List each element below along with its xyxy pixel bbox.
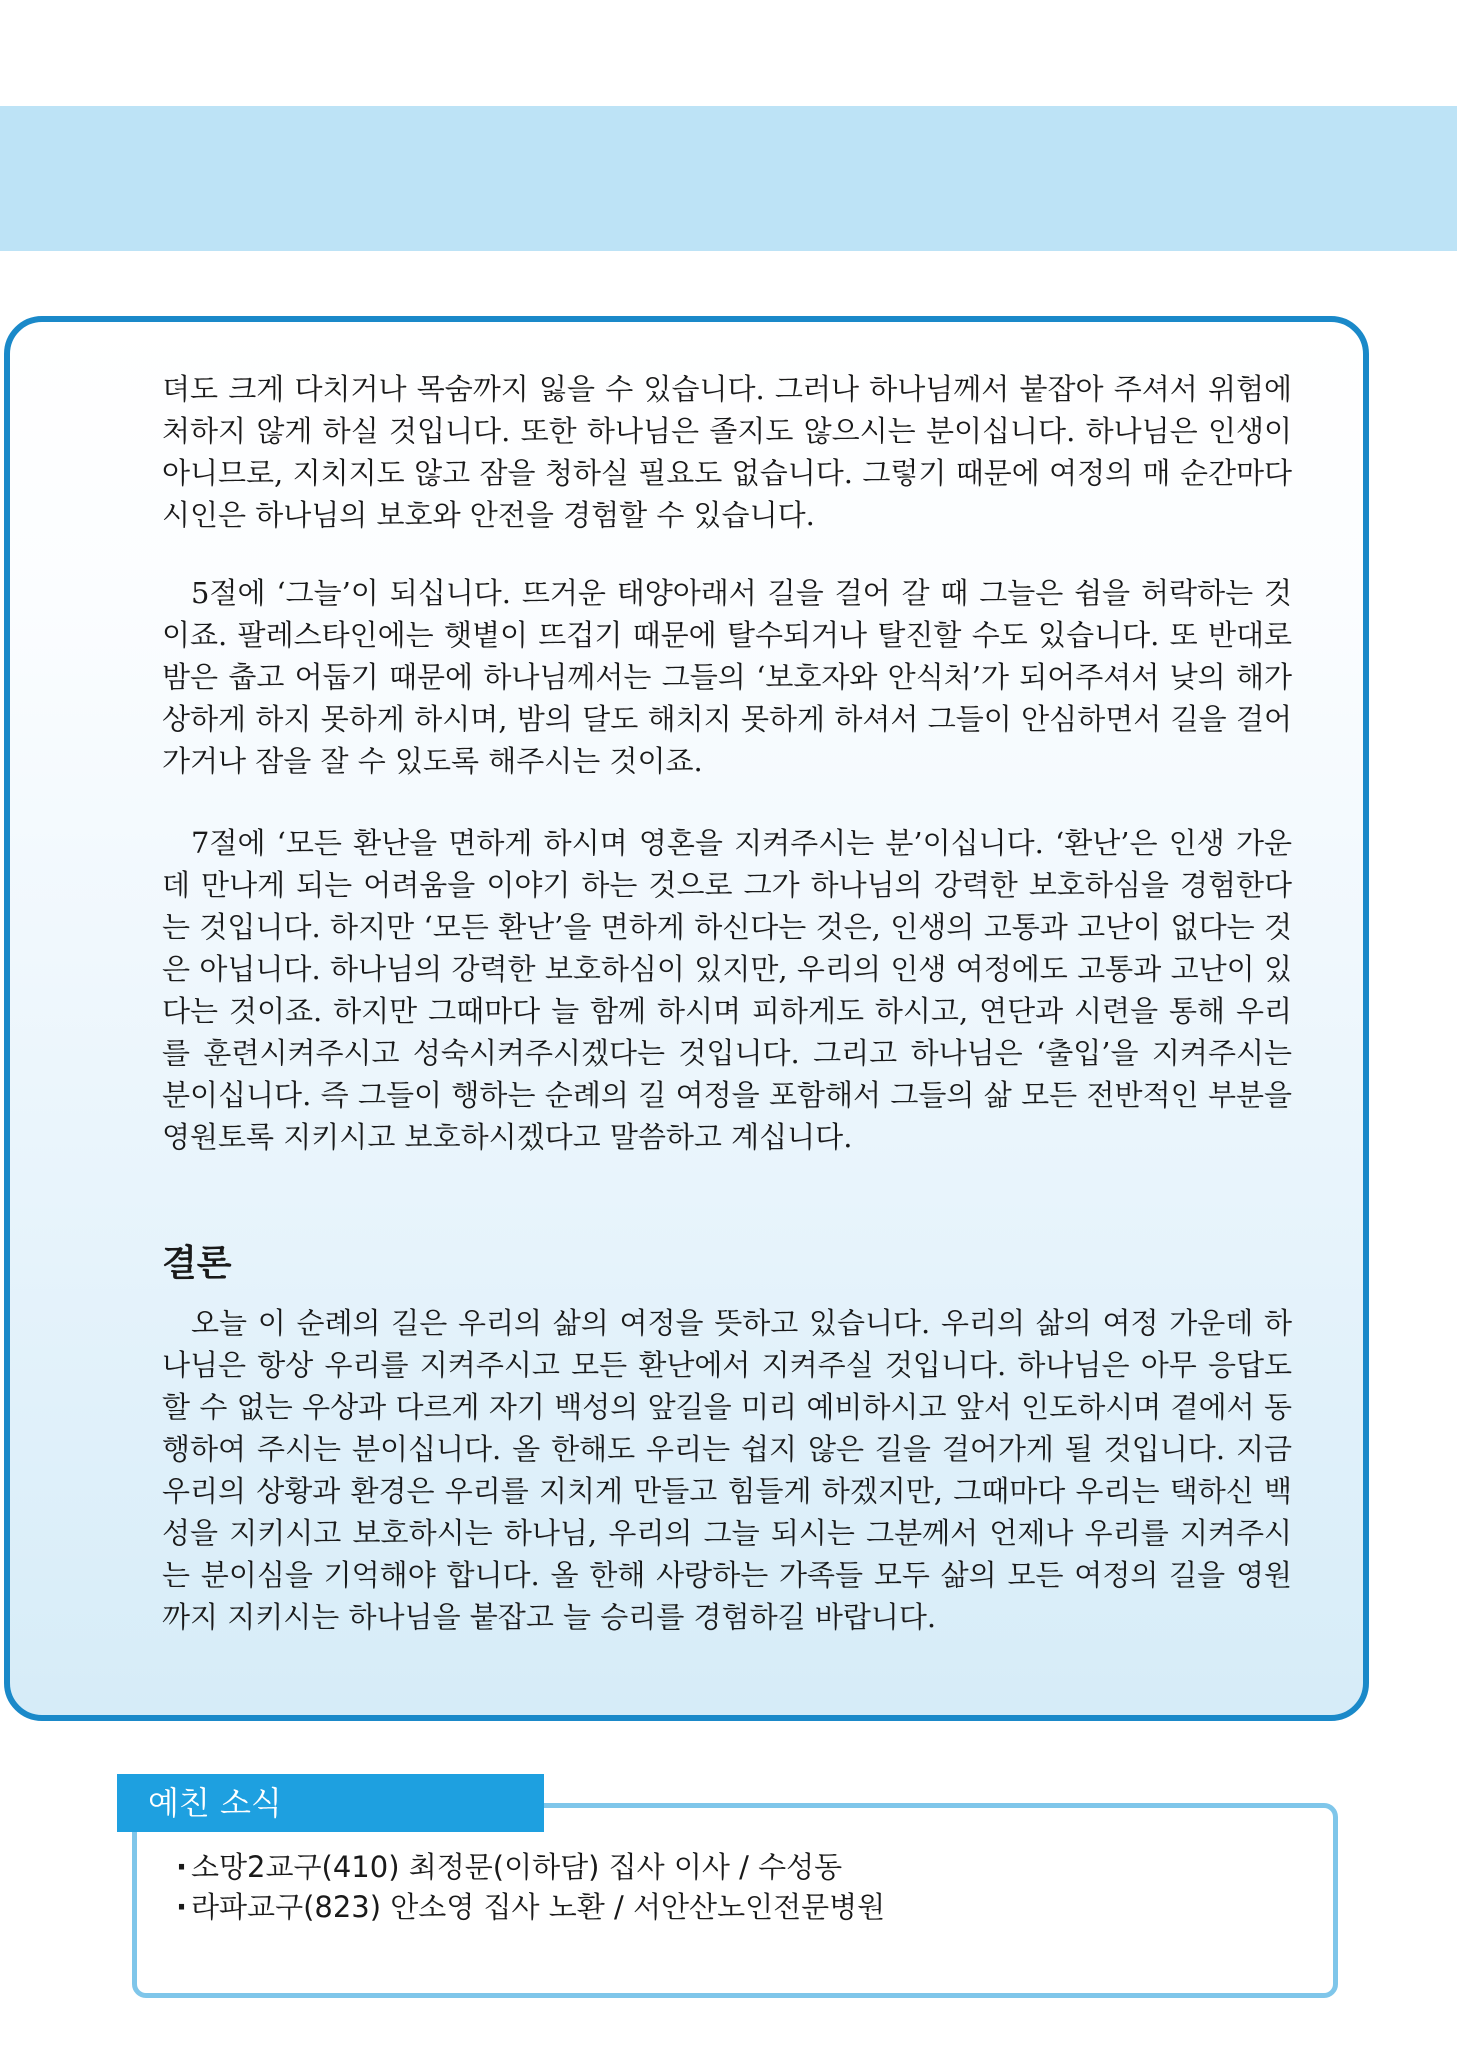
news-item: · 라파교구(823) 안소영 집사 노환 / 서안산노인전문병원 (176, 1887, 885, 1927)
sermon-paragraph: 5절에 ‘그늘’이 되십니다. 뜨거운 태양아래서 길을 걸어 갈 때 그늘은 쉼을 허락하는 것이죠. 팔레스타인에는 햇볕이 뜨겁기 때문에 탈수되거나 탈진할 수도 있습니다. 또 반대로 밤은 춥고 어둡기 때문에 하나님께서는 그들의 ‘보호자와 안식처’가 되어주셔서 낮의 해가 상하게 하지 못하게 하시며, 밤의 달도 해치지 못하게 하셔서 그들이 안심하면서 길을 걸어가거나 잠을 잘 수 있도록 해주시는 것이죠. (162, 576, 1292, 778)
sermon-paragraph: 뎌도 크게 다치거나 목숨까지 잃을 수 있습니다. 그러나 하나님께서 붙잡아 주셔서 위험에 처하지 않게 하실 것입니다. 또한 하나님은 졸지도 않으시는 분이십니다. 하나님은 인생이 아니므로, 지치지도 않고 잠을 청하실 필요도 없습니다. 그렇기 때문에 여정의 매 순간마다 시인은 하나님의 보호와 안전을 경험할 수 있습니다. (162, 372, 1292, 532)
news-list (176, 1847, 885, 1927)
news-tab-label: 예친 소식 (117, 1774, 544, 1832)
news-item: · 소망2교구(410) 최정문(이하담) 집사 이사 / 수성동 (176, 1847, 885, 1887)
sermon-paragraph: 7절에 ‘모든 환난을 면하게 하시며 영혼을 지켜주시는 분’이십니다. ‘환난’은 인생 가운데 만나게 되는 어려움을 이야기 하는 것으로 그가 하나님의 강력한 보호하심을 경험한다는 것입니다. 하지만 ‘모든 환난’을 면하게 하신다는 것은, 인생의 고통과 고난이 없다는 것은 아닙니다. 하나님의 강력한 보호하심이 있지만, 우리의 인생 여정에도 고통과 고난이 있다는 것이죠. 하지만 그때마다 늘 함께 하시며 피하게도 하시고, 연단과 시련을 통해 우리를 훈련시켜주시고 성숙시켜주시겠다는 것입니다. 그리고 하나님은 ‘출입’을 지켜주시는 분이십니다. 즉 그들이 행하는 순례의 길 여정을 포함해서 그들의 삶 모든 전반적인 부분을 영원토록 지키시고 보호하시겠다고 말씀하고 계십니다. (162, 826, 1292, 1154)
conclusion-paragraph: 오늘 이 순례의 길은 우리의 삶의 여정을 뜻하고 있습니다. 우리의 삶의 여정 가운데 하나님은 항상 우리를 지켜주시고 모든 환난에서 지켜주실 것입니다. 하나님은 아무 응답도 할 수 없는 우상과 다르게 자기 백성의 앞길을 미리 예비하시고 앞서 인도하시며 곁에서 동행하여 주시는 분이십니다. 올 한해도 우리는 쉽지 않은 길을 걸어가게 될 것입니다. 지금 우리의 상황과 환경은 우리를 지치게 만들고 힘들게 하겠지만, 그때마다 우리는 택하신 백성을 지키시고 보호하시는 하나님, 우리의 그늘 되시는 그분께서 언제나 우리를 지켜주시는 분이심을 기억해야 합니다. 올 한해 사랑하는 가족들 모두 삶의 모든 여정의 길을 영원까지 지키시는 하나님을 붙잡고 늘 승리를 경험하길 바랍니다. (162, 1306, 1293, 1634)
conclusion-heading: 결론 (162, 1243, 232, 1284)
page-number: 5 (1381, 240, 1417, 312)
header-band (0, 106, 1457, 312)
